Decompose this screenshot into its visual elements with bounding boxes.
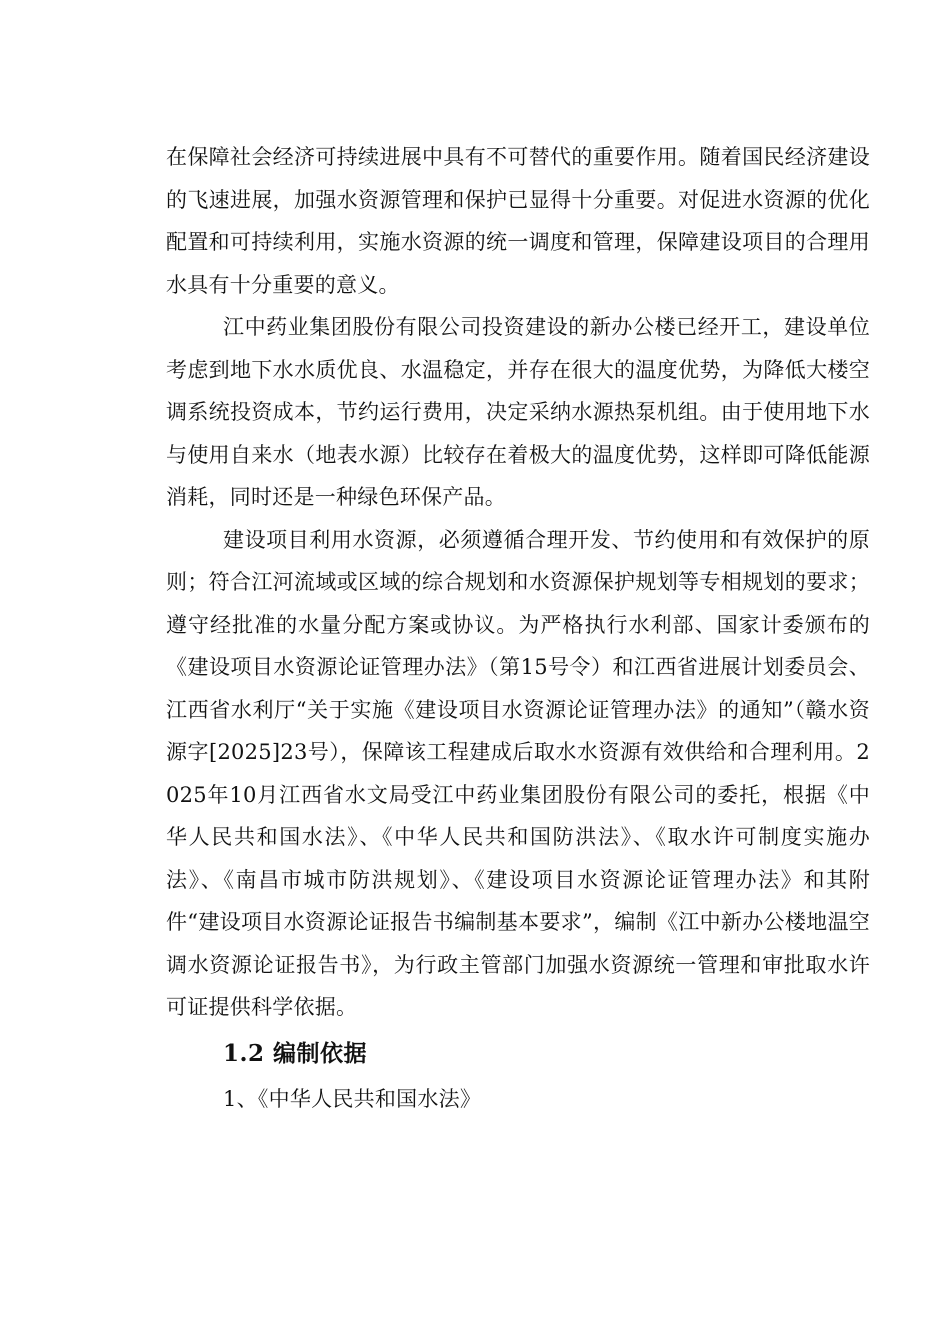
document-body <box>166 136 870 1121</box>
list-item: 1、《中华人民共和国水法》 <box>223 1086 482 1111</box>
paragraph-project-background: 江中药业集团股份有限公司投资建设的新办公楼已经开工，建设单位考虑到地下水水质优良、水温稳定，并存在很大的温度优势，为降低大楼空调系统投资成本，节约运行费用，决定采纳水源热泵机组。由于使用地下水与使用自来水（地表水源）比较存在着极大的温度优势，这样即可降低能源消耗，同时还是一种绿色环保产品。 <box>166 315 870 509</box>
section-heading: 1.2 编制依据 <box>223 1039 368 1067</box>
paragraph-intro: 在保障社会经济可持续进展中具有不可替代的重要作用。随着国民经济建设的飞速进展，加强水资源管理和保护已显得十分重要。对促进水资源的优化配置和可持续利用，实施水资源的统一调度和管理，保障建设项目的合理用水具有十分重要的意义。 <box>166 145 870 297</box>
paragraph-regulations: 建设项目利用水资源，必须遵循合理开发、节约使用和有效保护的原则；符合江河流域或区域的综合规划和水资源保护规划等专相规划的要求；遵守经批准的水量分配方案或协议。为严格执行水利部、国家计委颁布的《建设项目水资源论证管理办法》（第15号令）和江西省进展计划委员会、江西省水利厅“关于实施《建设项目水资源论证管理办法》的通知”（赣水资源字[2025]23号），保障该工程建成后取水水资源有效供给和合理利用。2025年10月江西省水文局受江中药业集团股份有限公司的委托，根据《中华人民共和国水法》、《中华人民共和国防洪法》、《取水许可制度实施办法》、《南昌市城市防洪规划》、《建设项目水资源论证管理办法》和其附件“建设项目水资源论证报告书编制基本要求”，编制《江中新办公楼地温空调水资源论证报告书》，为行政主管部门加强水资源统一管理和审批取水许可证提供科学依据。 <box>166 527 870 1019</box>
